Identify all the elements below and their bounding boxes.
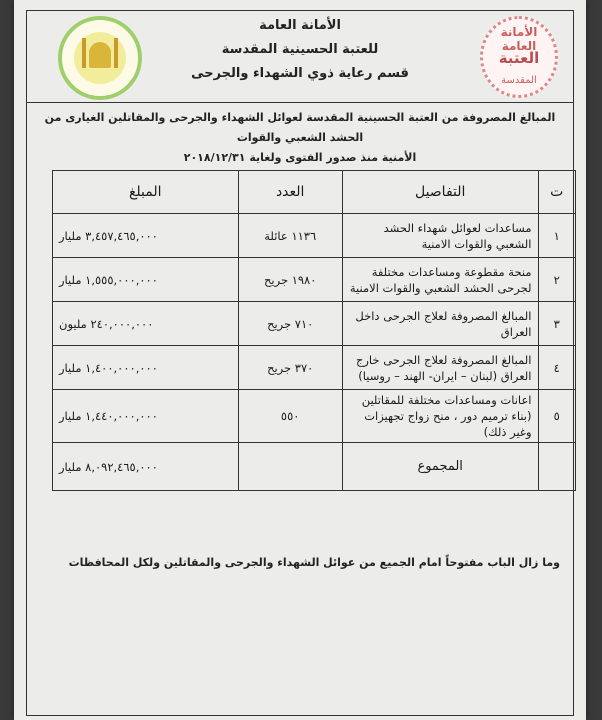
header-details: التفاصيل — [342, 171, 538, 214]
header-line-2: للعتبة الحسينية المقدسة — [221, 42, 379, 57]
row-amount: ١,٤٤٠,٠٠٠,٠٠٠ مليار — [53, 390, 239, 443]
row-count: ١١٣٦ عائلة — [238, 214, 342, 258]
row-num: ٢ — [538, 258, 576, 302]
table-header-row — [53, 171, 576, 214]
row-details: المبالغ المصروفة لعلاج الجرحى خارج العراق (لبنان – ايران- الهند – روسيا) — [342, 346, 538, 390]
table-row — [53, 214, 576, 258]
header-amount: المبلغ — [53, 171, 239, 214]
total-row — [53, 443, 576, 491]
total-count — [238, 443, 342, 491]
table-row — [53, 390, 576, 443]
row-num: ٥ — [538, 390, 576, 443]
letterhead — [150, 14, 450, 86]
header-line-1: الأمانة العامة — [259, 18, 341, 33]
intro-line-1: المبالغ المصروفة من العتبة الحسينية المقدسة لعوائل الشهداء والجرحى والمقاتلين الغيارى من الحشد الشعبي والقوات — [44, 111, 556, 144]
row-num: ٣ — [538, 302, 576, 346]
total-amount: ٨,٠٩٢,٤٦٥,٠٠٠ مليار — [53, 443, 239, 491]
header-num: ت — [538, 171, 576, 214]
row-amount: ٣,٤٥٧,٤٦٥,٠٠٠ مليار — [53, 214, 239, 258]
intro-line-2: الأمنية منذ صدور الفتوى ولغاية ٢٠١٨/١٢/٣١ — [183, 151, 417, 164]
row-details: مساعدات لعوائل شهداء الحشد الشعبي والقوات الامنية — [342, 214, 538, 258]
total-num — [538, 443, 576, 491]
secretariat-seal-icon: الأمانة العامة العتبة المقدسة — [480, 16, 558, 98]
shrine-logo-icon — [58, 16, 142, 100]
header-count: العدد — [238, 171, 342, 214]
row-amount: ١,٤٠٠,٠٠٠,٠٠٠ مليار — [53, 346, 239, 390]
table-row — [53, 346, 576, 390]
row-count: ١٩٨٠ جريح — [238, 258, 342, 302]
row-details: المبالغ المصروفة لعلاج الجرحى داخل العراق — [342, 302, 538, 346]
row-amount: ٢٤٠,٠٠٠,٠٠٠ مليون — [53, 302, 239, 346]
table-row — [53, 302, 576, 346]
expenses-table — [52, 170, 576, 491]
row-num: ٤ — [538, 346, 576, 390]
header-divider — [26, 102, 574, 103]
row-count: ٥٥٠ — [238, 390, 342, 443]
total-label: المجموع — [342, 443, 538, 491]
row-amount: ١,٥٥٥,٠٠٠,٠٠٠ مليار — [53, 258, 239, 302]
row-count: ٣٧٠ جريح — [238, 346, 342, 390]
header-line-3: قسم رعاية ذوي الشهداء والجرحى — [191, 66, 409, 81]
row-num: ١ — [538, 214, 576, 258]
row-details: اعانات ومساعدات مختلفة للمقاتلين (بناء ترميم دور ، منح زواج تجهيزات وغير ذلك) — [342, 390, 538, 443]
row-count: ٧١٠ جريح — [238, 302, 342, 346]
footer-note: وما زال الباب مفتوحاً امام الجميع من عوائل الشهداء والجرحى والمقاتلين ولكل المحافظات — [68, 556, 560, 569]
table-row — [53, 258, 576, 302]
document-intro — [40, 108, 560, 168]
row-details: منحة مقطوعة ومساعدات مختلفة لجرحى الحشد الشعبي والقوات الامنية — [342, 258, 538, 302]
